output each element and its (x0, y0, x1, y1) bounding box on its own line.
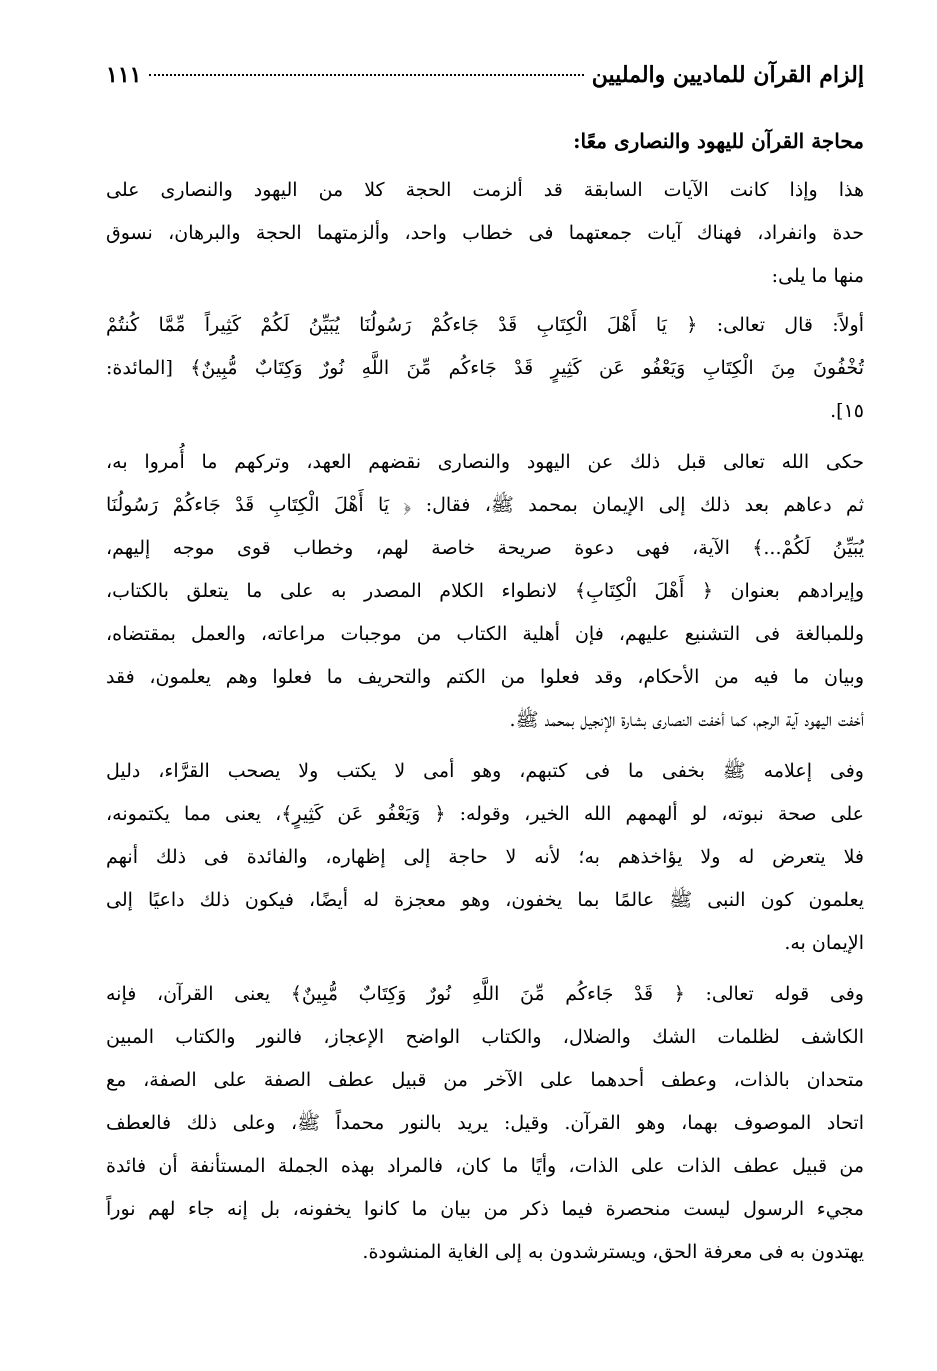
text-line: يعلمون كون النبى ﷺ عالمًا بما يخفون، وهو معجزة له أيضًا، فيكون ذلك داعيًا إلى (106, 889, 864, 911)
text-line: وإيرادهم بعنوان ﴿ أَهْلَ الْكِتَابِ﴾ لانطواء الكلام المصدر به على ما يتعلق بالكتاب، (106, 580, 864, 602)
text-line: على صحة نبوته، لو ألهمهم الله الخير، وقوله: ﴿ وَيَعْفُو عَن كَثِيرٍ﴾، يعنى مما يكتمونه، (106, 803, 864, 825)
text-line: اتحاد الموصوف بهما، وهو القرآن. وقيل: يريد بالنور محمداً ﷺ، وعلى ذلك فالعطف (106, 1112, 864, 1134)
text-line: متحدان بالذات، وعطف أحدهما على الآخر من قبيل عطف الصفة على الصفة، مع (106, 1069, 864, 1091)
text-line: مجيء الرسول ليست منحصرة فيما ذكر من بيان ما كانوا يخفونه، بل إنه جاء لهم نوراً (106, 1198, 864, 1220)
section-heading: محاجة القرآن لليهود والنصارى معًا: (573, 129, 864, 153)
text-line: وبيان ما فيه من الأحكام، وقد فعلوا من الكتم والتحريف ما فعلوا وهم يعلمون، فقد (106, 666, 864, 688)
text-line: تُخْفُونَ مِنَ الْكِتَابِ وَيَعْفُو عَن كَثِيرٍ قَدْ جَاءكُم مِّنَ اللَّهِ نُورٌ وَكِتَابٌ مُّبِينٌ﴾ [المائدة: (106, 357, 864, 379)
text-line: وفى إعلامه ﷺ بخفى ما فى كتبهم، وهو أمى لا يكتب ولا يصحب القرَّاء، دليل (106, 760, 864, 782)
text-line: وللمبالغة فى التشنيع عليهم، فإن أهلية الكتاب من موجبات مراعاته، والعمل بمقتضاه، (106, 623, 864, 645)
text-line: هذا وإذا كانت الآيات السابقة قد ألزمت الحجة كلا من اليهود والنصارى على (106, 179, 864, 201)
body-text (106, 169, 864, 1274)
text-line: أخفت اليهود آية الرجم، كما أخفت النصارى بشارة الإنجيل بمحمد ﷺ. (509, 709, 864, 731)
paragraph (106, 441, 864, 742)
text-line: حكى الله تعالى قبل ذلك عن اليهود والنصارى نقضهم العهد، وتركهم ما أُمروا به، (106, 451, 864, 473)
text-line: يهتدون به فى معرفة الحق، ويسترشدون به إلى الغاية المنشودة. (362, 1241, 864, 1263)
text-line: ١٥]. (830, 400, 864, 422)
header-dot-leader (149, 74, 583, 76)
paragraph (106, 973, 864, 1274)
text-line: ثم دعاهم بعد ذلك إلى الإيمان بمحمد ﷺ، فقال: ﴿ يَا أَهْلَ الْكِتَابِ قَدْ جَاءكُمْ رَسُولُنَا (106, 494, 864, 516)
text-line: يُبَيِّنُ لَكُمْ...﴾ الآية، فهى دعوة صريحة خاصة لهم، وخطاب قوى موجه إليهم، (106, 537, 864, 559)
page-number: ١١١ (106, 62, 142, 88)
text-line: منها ما يلى: (771, 265, 864, 287)
book-title: إلزام القرآن للماديين والمليين (591, 62, 864, 88)
paragraph (106, 304, 864, 433)
running-header (106, 62, 864, 102)
text-line: الكاشف لظلمات الشك والضلال، والكتاب الواضح الإعجاز، فالنور والكتاب المبين (106, 1026, 864, 1048)
book-page (106, 62, 864, 1274)
text-line: فلا يتعرض له ولا يؤاخذهم به؛ لأنه لا حاجة إلى إظهاره، والفائدة فى ذلك أنهم (106, 846, 864, 868)
text-line: أولاً: قال تعالى: ﴿ يَا أَهْلَ الْكِتَابِ قَدْ جَاءكُمْ رَسُولُنَا يُبَيِّنُ لَكُمْ كَثِيراً مِّمَّا كُنتُمْ (106, 314, 864, 336)
text-line: وفى قوله تعالى: ﴿ قَدْ جَاءكُم مِّنَ اللَّهِ نُورٌ وَكِتَابٌ مُّبِينٌ﴾ يعنى القرآن، فإنه (106, 983, 864, 1005)
text-line: الإيمان به. (784, 932, 864, 954)
text-line: من قبيل عطف الذات على الذات، وأيًا ما كان، فالمراد بهذه الجملة المستأنفة أن فائدة (106, 1155, 864, 1177)
text-line: حدة وانفراد، فهناك آيات جمعتهما فى خطاب واحد، وألزمتهما الحجة والبرهان، نسوق (106, 222, 864, 244)
paragraph (106, 750, 864, 965)
paragraph (106, 169, 864, 298)
